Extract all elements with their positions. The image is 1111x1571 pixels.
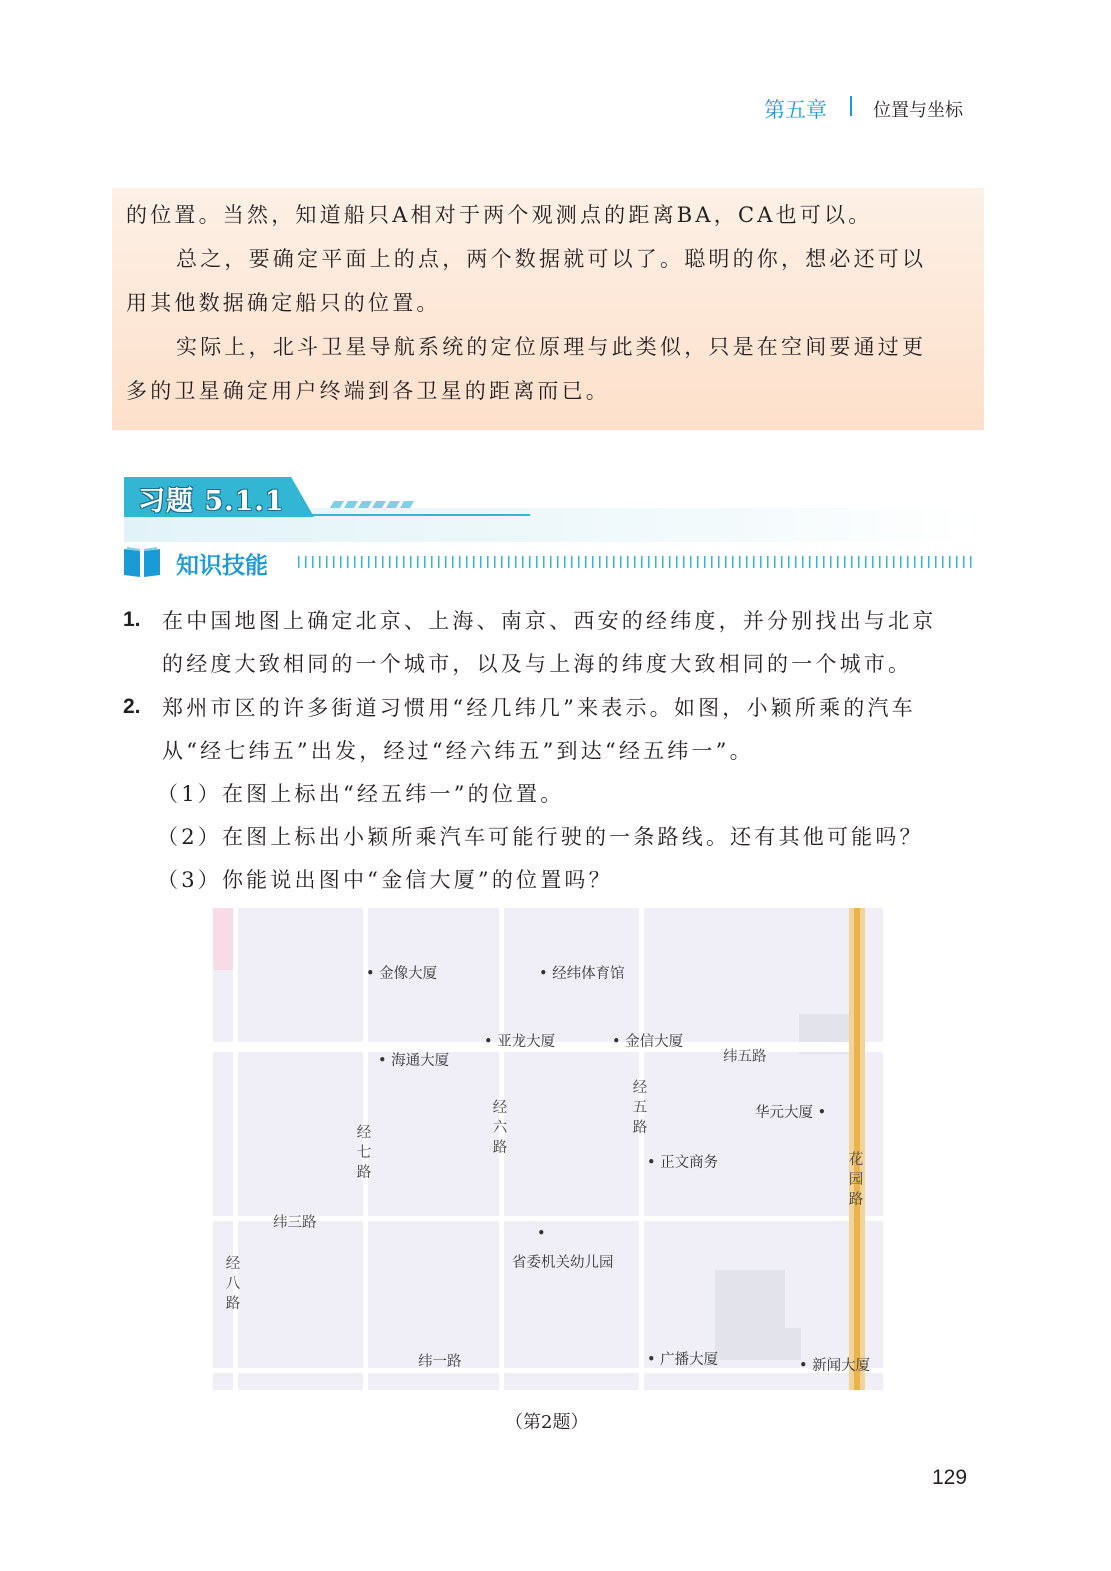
question-number-2: 2.: [123, 695, 141, 718]
poi-zhengwen: • 正文商务: [647, 1155, 719, 1171]
open-book-icon: [122, 545, 162, 579]
road-jing8: [233, 908, 238, 1390]
poi-label: 经纬体育馆: [552, 966, 625, 982]
poi-yalong: • 亚龙大厦: [484, 1034, 556, 1050]
road-label-char: 路: [632, 1120, 648, 1136]
banner-dash: [330, 501, 344, 508]
road-label-char: 花: [848, 1152, 864, 1168]
road-label-jing7: [356, 1123, 372, 1183]
page-number: 129: [932, 1466, 968, 1489]
poi-huayuan-bldg: 华元大厦 •: [755, 1105, 827, 1121]
road-label-huayuan: [848, 1150, 864, 1210]
poi-label: 广播大厦: [660, 1352, 719, 1368]
poi-label: 正文商务: [660, 1155, 719, 1171]
question-2-sub-3: （3）你能说出图中“金信大厦”的位置吗？: [157, 868, 613, 892]
road-label-wei5: 纬五路: [723, 1049, 767, 1065]
poi-label: 金像大厦: [379, 966, 438, 982]
section-label: 知识技能: [176, 553, 268, 579]
reading-line-5: 多的卫星确定用户终端到各卫星的距离而已。: [126, 379, 610, 403]
road-jing5: [639, 908, 644, 1390]
reading-line-2: 总之，要确定平面上的点，两个数据就可以了。聪明的你，想必还可以: [176, 247, 927, 271]
question-number-1: 1.: [123, 608, 141, 631]
poi-label: 金信大厦: [625, 1034, 684, 1050]
figure-caption: （第2题）: [505, 1412, 589, 1433]
exercise-label: 习题 5.1.1: [138, 486, 285, 517]
road-label-char: 八: [225, 1276, 241, 1292]
road-label-char: 经: [492, 1100, 508, 1116]
road-huayuan-center: [854, 908, 860, 1390]
poi-kindergarten-dot: •: [537, 1226, 546, 1242]
road-label-char: 路: [848, 1192, 864, 1208]
section-title: 位置与坐标: [873, 100, 963, 121]
poi-label: 华元大厦: [755, 1105, 813, 1121]
road-label-jing6: [492, 1098, 508, 1158]
question-2-line-1: 郑州市区的许多街道习惯用“经几纬几”来表示。如图，小颖所乘的汽车: [162, 696, 916, 720]
road-label-char: 路: [356, 1165, 372, 1181]
poi-jinxiang: • 金像大厦: [366, 966, 438, 982]
banner-dash: [358, 501, 372, 508]
poi-kindergarten: 省委机关幼儿园: [512, 1255, 614, 1271]
road-label-char: 经: [225, 1256, 241, 1272]
poi-xinwen: • 新闻大厦: [799, 1358, 871, 1374]
poi-label: 新闻大厦: [812, 1358, 871, 1374]
reading-line-1: 的位置。当然，知道船只A相对于两个观测点的距离BA，CA也可以。: [126, 203, 873, 227]
header-separator: [850, 96, 852, 116]
road-label-char: 六: [492, 1120, 508, 1136]
road-wei1: [213, 1368, 883, 1373]
road-label-char: 七: [356, 1145, 372, 1161]
road-label-jing5: [632, 1078, 648, 1138]
road-label-jing8: [225, 1254, 241, 1314]
poi-jinxin: • 金信大厦: [612, 1034, 684, 1050]
chapter-title: 第五章: [764, 98, 827, 122]
exercise-underline: [290, 514, 530, 516]
road-label-char: 五: [632, 1100, 648, 1116]
banner-dash: [344, 501, 358, 508]
banner-dash: [400, 501, 414, 508]
poi-haitong: • 海通大厦: [378, 1053, 450, 1069]
question-2-sub-2: （2）在图上标出小颖所乘汽车可能行驶的一条路线。还有其他可能吗？: [157, 825, 924, 849]
section-dotted-rule: [298, 556, 972, 568]
reading-line-3: 用其他数据确定船只的位置。: [126, 291, 441, 315]
road-label-char: 园: [848, 1172, 864, 1188]
road-label-char: 经: [632, 1080, 648, 1096]
road-label-wei3: 纬三路: [273, 1215, 317, 1231]
road-label-char: 路: [225, 1296, 241, 1312]
poi-guangbo: • 广播大厦: [647, 1352, 719, 1368]
street-map: [213, 908, 883, 1390]
map-gray-block: [715, 1270, 785, 1360]
poi-label: 海通大厦: [391, 1053, 450, 1069]
road-label-char: 经: [356, 1125, 372, 1141]
reading-line-4: 实际上，北斗卫星导航系统的定位原理与此类似，只是在空间要通过更: [176, 335, 927, 359]
poi-label: 亚龙大厦: [497, 1034, 556, 1050]
question-2-line-2: 从“经七纬五”出发，经过“经六纬五”到达“经五纬一”。: [162, 739, 754, 763]
banner-dash: [372, 501, 386, 508]
map-pink-block: [213, 908, 233, 970]
question-1-line-1: 在中国地图上确定北京、上海、南京、西安的经纬度，并分别找出与北京: [162, 609, 937, 633]
road-label-wei1: 纬一路: [418, 1354, 462, 1370]
question-2-sub-1: （1）在图上标出“经五纬一”的位置。: [157, 782, 565, 806]
question-1-line-2: 的经度大致相同的一个城市，以及与上海的纬度大致相同的一个城市。: [162, 652, 913, 676]
poi-jingwei-gym: • 经纬体育馆: [539, 966, 625, 982]
road-label-char: 路: [492, 1140, 508, 1156]
banner-dash: [386, 501, 400, 508]
